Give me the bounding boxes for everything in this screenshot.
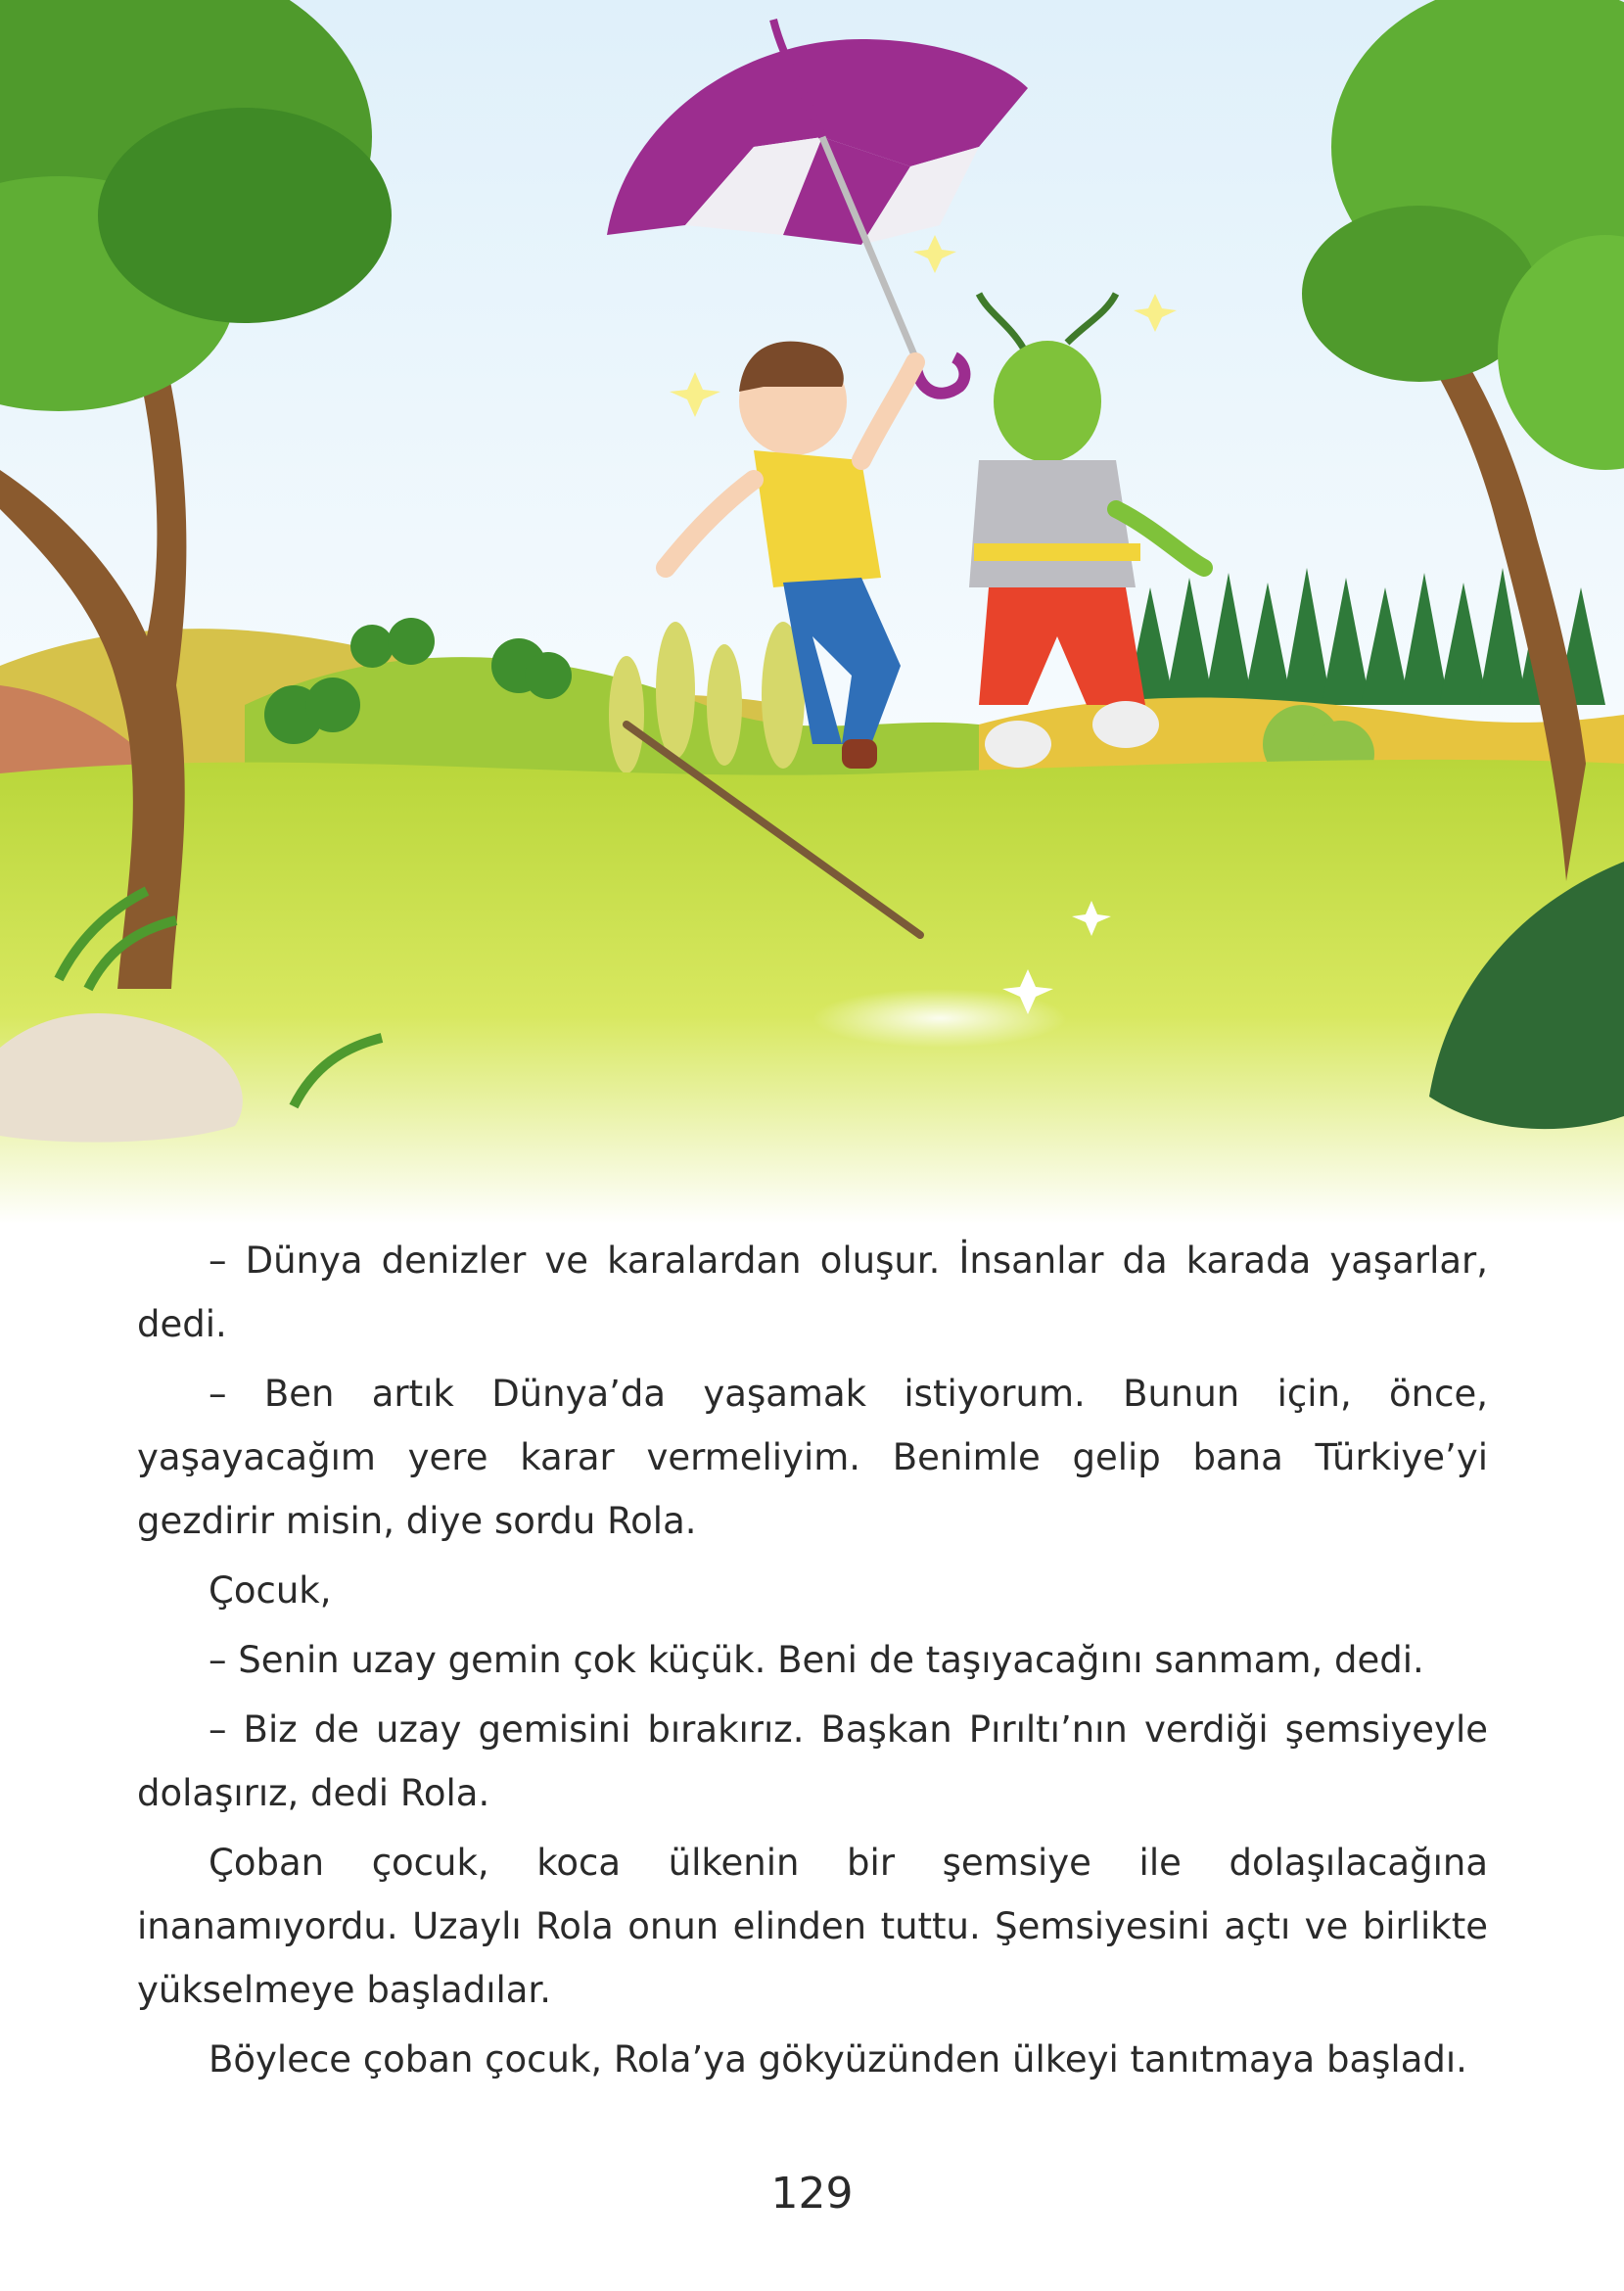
page-number: 129 (770, 2169, 854, 2219)
story-paragraph: – Ben artık Dünya’da yaşamak istiyorum. Bunun için, önce, yaşayacağım yere karar vermeliyim. Benimle gelip bana Türkiye’yi gezdirir misin, diye sordu Rola. (137, 1373, 1488, 1542)
story-paragraph: – Senin uzay gemin çok küçük. Beni de taşıyacağını sanmam, dedi. (209, 1639, 1424, 1681)
story-paragraph: Çoban çocuk, koca ülkenin bir şemsiye ile dolaşılacağına inanamıyordu. Uzaylı Rola onun elinden tuttu. Şemsiyesini açtı ve birlikte yükselmeye başladılar. (137, 1842, 1488, 2011)
story-paragraph: Böylece çoban çocuk, Rola’ya gökyüzünden ülkeyi tanıtmaya başladı. (209, 2038, 1467, 2081)
story-text (137, 1229, 1488, 2097)
story-paragraph: Çocuk, (209, 1569, 332, 1612)
story-paragraph: – Dünya denizler ve karalardan oluşur. İnsanlar da karada yaşarlar, dedi. (137, 1239, 1488, 1345)
meadow (0, 760, 1624, 1224)
story-paragraph: – Biz de uzay gemisini bırakırız. Başkan Pırıltı’nın verdiği şemsiyeyle dolaşırız, dedi Rola. (137, 1708, 1488, 1814)
